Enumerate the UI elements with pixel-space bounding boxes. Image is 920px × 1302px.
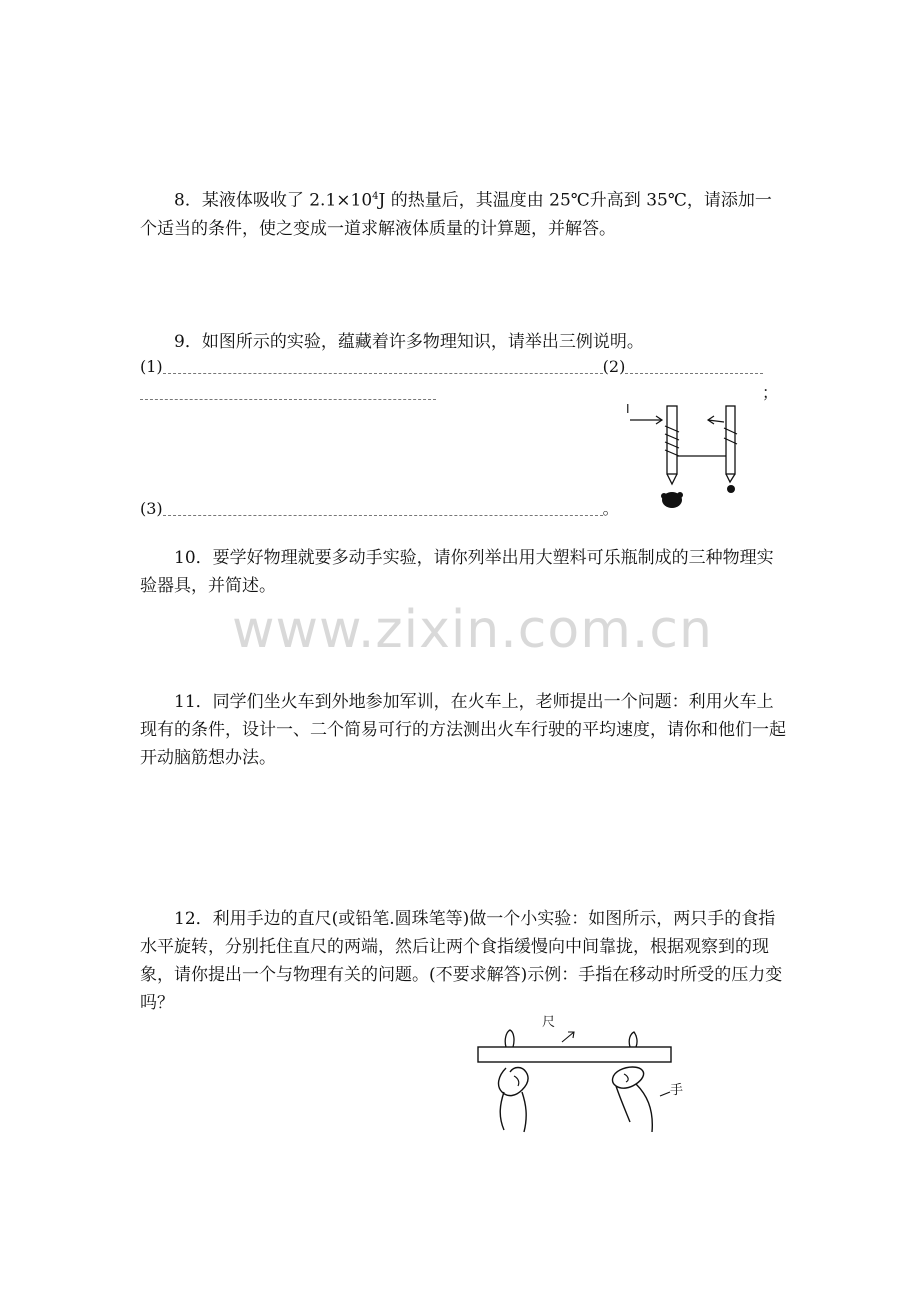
answer-label-3: (3)	[140, 499, 163, 518]
answer-line-1	[140, 357, 763, 377]
answer-blank-3[interactable]	[163, 503, 603, 516]
answer-2-semicolon: ；	[762, 383, 779, 402]
ruler-hands-figure	[470, 1012, 690, 1137]
ruler-label: 尺	[542, 1015, 556, 1030]
watermark: www.zixin.com.cn	[232, 600, 713, 660]
question-8-text-start: 8．某液体吸收了 2.1×10	[174, 190, 373, 211]
answer-blank-2[interactable]	[625, 361, 763, 374]
question-11: 11．同学们坐火车到外地参加军训，在火车上，老师提出一个问题：利用火车上现有的条件，设计一、二个简易可行的方法测出火车行驶的平均速度，请你和他们一起开动脑筋想办法。	[140, 692, 786, 768]
question-8-text-end: J 的热量后，其温度由 25℃升高到 35℃，请添加一个适当的条件，使之变成一道求解液体质量的计算题，并解答。	[140, 190, 772, 239]
question-9: 9．如图所示的实验，蕴藏着许多物理知识，请举出三例说明。	[174, 332, 644, 352]
electromagnet-figure	[620, 398, 750, 518]
answer-line-2-continued	[140, 383, 436, 403]
ruler	[478, 1047, 671, 1062]
right-index-finger	[629, 1032, 637, 1047]
left-index-finger	[505, 1030, 514, 1047]
hand-label: 手	[670, 1083, 684, 1098]
left-hand	[499, 1068, 529, 1133]
right-hand	[613, 1067, 653, 1132]
answer-line-3	[140, 499, 619, 519]
right-paperclip-pile	[727, 485, 735, 493]
answer-label-2: (2)	[602, 357, 626, 376]
answer-blank-1[interactable]	[163, 361, 603, 374]
question-12: 12．利用手边的直尺(或铅笔.圆珠笔等)做一个小实验：如图所示，两只手的食指水平旋转，分别托住直尺的两端，然后让两个食指缓慢向中间靠拢，根据观察到的现象，请你提出一个与物理有关的问题。(不要求解答)示例：手指在移动时所受的压力变吗？	[140, 909, 783, 1013]
question-8	[140, 183, 786, 243]
current-label: I	[626, 402, 630, 416]
question-10: 10．要学好物理就要多动手实验，请你列举出用大塑料可乐瓶制成的三种物理实验器具，并简述。	[140, 548, 774, 596]
question-8-exponent: 4	[372, 191, 379, 202]
left-nail	[667, 406, 677, 474]
answer-label-1: (1)	[140, 357, 163, 376]
answer-3-period: 。	[602, 499, 619, 518]
answer-blank-2-continued[interactable]	[140, 387, 436, 400]
